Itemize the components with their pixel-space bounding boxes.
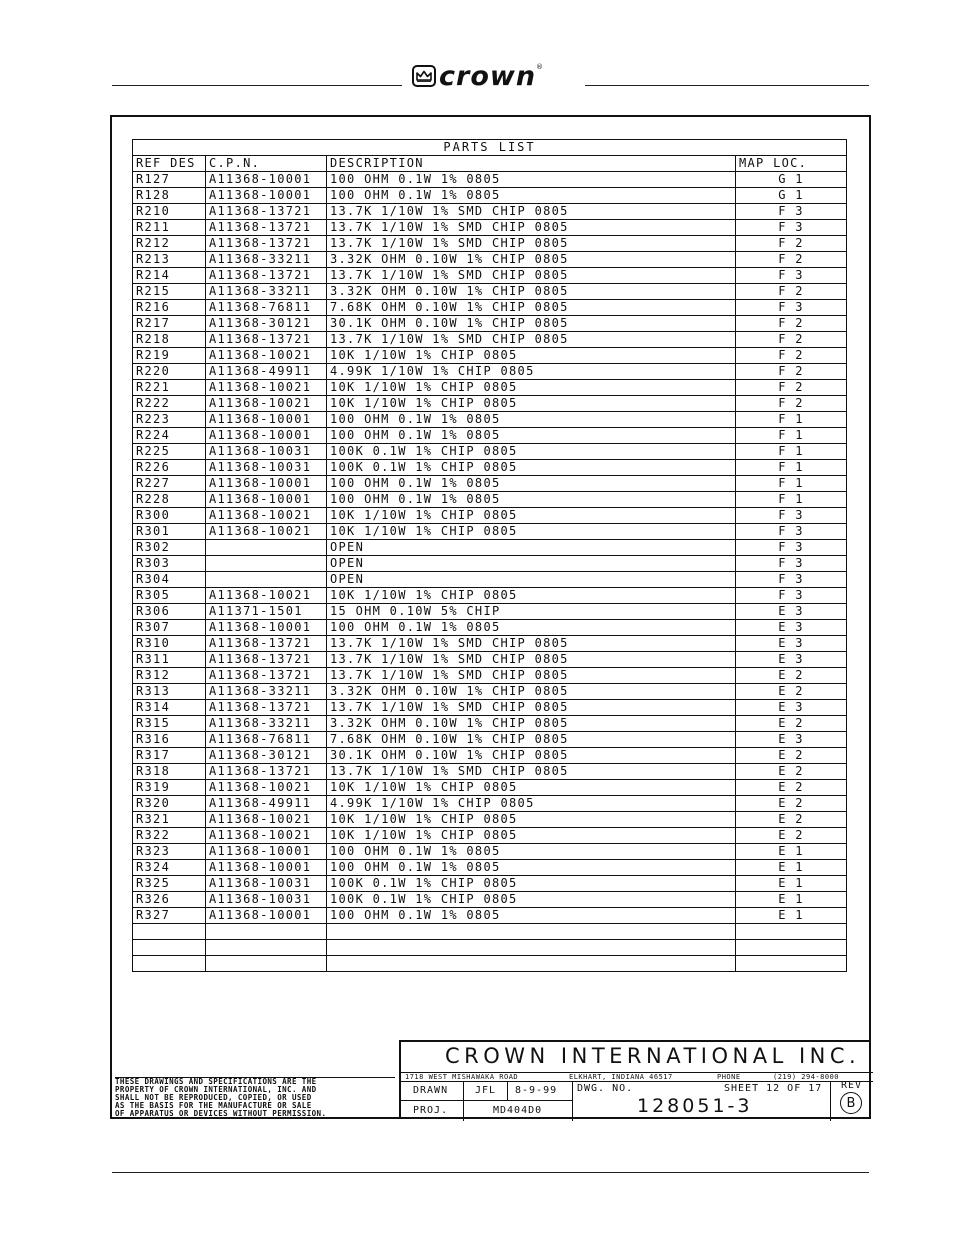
cell-cpn: A11368-13721 bbox=[206, 220, 327, 236]
table-row bbox=[133, 364, 847, 380]
cell-map-loc: G 1 bbox=[736, 172, 847, 188]
cell-cpn: A11368-10001 bbox=[206, 412, 327, 428]
cell-description: 100K 0.1W 1% CHIP 0805 bbox=[327, 444, 736, 460]
cell-ref-des: R312 bbox=[133, 668, 206, 684]
table-row bbox=[133, 268, 847, 284]
cell-ref-des: R212 bbox=[133, 236, 206, 252]
cell-map-loc: F 2 bbox=[736, 332, 847, 348]
cell-ref-des: R228 bbox=[133, 492, 206, 508]
cell-map-loc: F 3 bbox=[736, 268, 847, 284]
cell-description: 13.7K 1/10W 1% SMD CHIP 0805 bbox=[327, 236, 736, 252]
table-row bbox=[133, 956, 847, 972]
notice-line: THESE DRAWINGS AND SPECIFICATIONS ARE THE bbox=[115, 1077, 317, 1086]
company-phone: (219) 294-8000 bbox=[773, 1073, 840, 1081]
cell-map-loc: G 1 bbox=[736, 188, 847, 204]
table-row bbox=[133, 652, 847, 668]
cell-cpn: A11368-10001 bbox=[206, 428, 327, 444]
cell-cpn: A11368-10021 bbox=[206, 812, 327, 828]
cell-description: 3.32K OHM 0.10W 1% CHIP 0805 bbox=[327, 284, 736, 300]
cell-map-loc: F 3 bbox=[736, 508, 847, 524]
cell-ref-des bbox=[133, 940, 206, 956]
cell-ref-des: R305 bbox=[133, 588, 206, 604]
cell-cpn: A11368-10021 bbox=[206, 348, 327, 364]
cell-description: OPEN bbox=[327, 572, 736, 588]
revision-badge bbox=[840, 1092, 862, 1114]
cell-cpn: A11368-13721 bbox=[206, 764, 327, 780]
cell-description: 100 OHM 0.1W 1% 0805 bbox=[327, 188, 736, 204]
header-rule-left bbox=[112, 85, 402, 86]
cell-map-loc: F 1 bbox=[736, 428, 847, 444]
parts-list-title: PARTS LIST bbox=[133, 140, 847, 156]
cell-map-loc bbox=[736, 924, 847, 940]
cell-cpn: A11368-10021 bbox=[206, 508, 327, 524]
cell-ref-des: R301 bbox=[133, 524, 206, 540]
cell-ref-des: R307 bbox=[133, 620, 206, 636]
phone-label: PHONE bbox=[717, 1073, 741, 1081]
crown-logo bbox=[412, 60, 582, 92]
table-row bbox=[133, 572, 847, 588]
cell-map-loc: E 2 bbox=[736, 684, 847, 700]
notice-line: AS THE BASIS FOR THE MANUFACTURE OR SALE bbox=[115, 1101, 312, 1110]
cell-map-loc bbox=[736, 956, 847, 972]
table-row bbox=[133, 508, 847, 524]
cell-cpn: A11368-13721 bbox=[206, 652, 327, 668]
cell-description: 100 OHM 0.1W 1% 0805 bbox=[327, 844, 736, 860]
notice-line: SHALL NOT BE REPRODUCED, COPIED, OR USED bbox=[115, 1093, 312, 1102]
cell-map-loc: F 1 bbox=[736, 444, 847, 460]
company-name: CROWN INTERNATIONAL INC. bbox=[445, 1044, 861, 1068]
cell-description: 10K 1/10W 1% CHIP 0805 bbox=[327, 828, 736, 844]
cell-map-loc: F 2 bbox=[736, 316, 847, 332]
cell-ref-des: R216 bbox=[133, 300, 206, 316]
cell-ref-des: R220 bbox=[133, 364, 206, 380]
cell-description: 100K 0.1W 1% CHIP 0805 bbox=[327, 892, 736, 908]
cell-description: 100K 0.1W 1% CHIP 0805 bbox=[327, 460, 736, 476]
cell-ref-des: R326 bbox=[133, 892, 206, 908]
brand-name: crown bbox=[439, 60, 537, 92]
cell-ref-des: R300 bbox=[133, 508, 206, 524]
title-block bbox=[399, 1040, 871, 1119]
table-row bbox=[133, 332, 847, 348]
registered-mark: ® bbox=[536, 63, 544, 71]
table-row bbox=[133, 252, 847, 268]
cell-ref-des: R319 bbox=[133, 780, 206, 796]
cell-cpn: A11368-49911 bbox=[206, 364, 327, 380]
cell-map-loc: E 2 bbox=[736, 748, 847, 764]
cell-cpn: A11371-1501 bbox=[206, 604, 327, 620]
cell-cpn: A11368-13721 bbox=[206, 332, 327, 348]
table-row bbox=[133, 716, 847, 732]
cell-description: 13.7K 1/10W 1% SMD CHIP 0805 bbox=[327, 700, 736, 716]
cell-description: 100 OHM 0.1W 1% 0805 bbox=[327, 492, 736, 508]
cell-cpn: A11368-10021 bbox=[206, 588, 327, 604]
cell-cpn: A11368-33211 bbox=[206, 252, 327, 268]
table-row bbox=[133, 380, 847, 396]
cell-description: 13.7K 1/10W 1% SMD CHIP 0805 bbox=[327, 220, 736, 236]
cell-description: 100 OHM 0.1W 1% 0805 bbox=[327, 476, 736, 492]
cell-description: 100K 0.1W 1% CHIP 0805 bbox=[327, 876, 736, 892]
cell-ref-des: R311 bbox=[133, 652, 206, 668]
cell-ref-des: R304 bbox=[133, 572, 206, 588]
cell-cpn: A11368-10001 bbox=[206, 492, 327, 508]
cell-cpn: A11368-10021 bbox=[206, 524, 327, 540]
cell-description: 13.7K 1/10W 1% SMD CHIP 0805 bbox=[327, 204, 736, 220]
cell-map-loc: E 2 bbox=[736, 668, 847, 684]
cell-description: 13.7K 1/10W 1% SMD CHIP 0805 bbox=[327, 668, 736, 684]
rev-label: REV bbox=[841, 1080, 863, 1091]
cell-cpn: A11368-76811 bbox=[206, 300, 327, 316]
proj-label: PROJ. bbox=[413, 1105, 449, 1116]
cell-map-loc: E 1 bbox=[736, 908, 847, 924]
table-row bbox=[133, 236, 847, 252]
column-header-ref-des: REF DES bbox=[133, 156, 206, 172]
cell-ref-des: R327 bbox=[133, 908, 206, 924]
cell-cpn bbox=[206, 924, 327, 940]
table-row bbox=[133, 828, 847, 844]
cell-cpn bbox=[206, 940, 327, 956]
cell-map-loc: F 2 bbox=[736, 364, 847, 380]
table-row bbox=[133, 428, 847, 444]
cell-cpn: A11368-10001 bbox=[206, 908, 327, 924]
cell-map-loc bbox=[736, 940, 847, 956]
table-row bbox=[133, 348, 847, 364]
cell-description: 15 OHM 0.10W 5% CHIP bbox=[327, 604, 736, 620]
column-header-map-loc: MAP LOC. bbox=[736, 156, 847, 172]
table-row bbox=[133, 588, 847, 604]
cell-map-loc: E 1 bbox=[736, 892, 847, 908]
cell-map-loc: F 2 bbox=[736, 252, 847, 268]
table-row bbox=[133, 636, 847, 652]
cell-map-loc: F 2 bbox=[736, 348, 847, 364]
table-row bbox=[133, 908, 847, 924]
cell-description: 10K 1/10W 1% CHIP 0805 bbox=[327, 524, 736, 540]
cell-cpn: A11368-13721 bbox=[206, 700, 327, 716]
cell-ref-des: R325 bbox=[133, 876, 206, 892]
cell-description: 10K 1/10W 1% CHIP 0805 bbox=[327, 588, 736, 604]
cell-description bbox=[327, 956, 736, 972]
cell-ref-des: R219 bbox=[133, 348, 206, 364]
cell-map-loc: F 3 bbox=[736, 540, 847, 556]
cell-description bbox=[327, 940, 736, 956]
table-row bbox=[133, 700, 847, 716]
cell-ref-des: R315 bbox=[133, 716, 206, 732]
cell-map-loc: F 1 bbox=[736, 476, 847, 492]
cell-cpn: A11368-10001 bbox=[206, 620, 327, 636]
cell-map-loc: F 2 bbox=[736, 284, 847, 300]
cell-description: 3.32K OHM 0.10W 1% CHIP 0805 bbox=[327, 716, 736, 732]
cell-cpn: A11368-10031 bbox=[206, 892, 327, 908]
cell-map-loc: E 2 bbox=[736, 812, 847, 828]
table-row bbox=[133, 604, 847, 620]
table-row bbox=[133, 764, 847, 780]
table-row bbox=[133, 412, 847, 428]
table-row bbox=[133, 684, 847, 700]
cell-cpn bbox=[206, 540, 327, 556]
cell-ref-des: R306 bbox=[133, 604, 206, 620]
header-rule-right bbox=[585, 85, 869, 86]
cell-description: 3.32K OHM 0.10W 1% CHIP 0805 bbox=[327, 252, 736, 268]
cell-cpn bbox=[206, 556, 327, 572]
cell-description: 13.7K 1/10W 1% SMD CHIP 0805 bbox=[327, 652, 736, 668]
cell-map-loc: E 2 bbox=[736, 764, 847, 780]
cell-ref-des: R225 bbox=[133, 444, 206, 460]
cell-description: 30.1K OHM 0.10W 1% CHIP 0805 bbox=[327, 316, 736, 332]
table-row bbox=[133, 892, 847, 908]
table-row bbox=[133, 460, 847, 476]
cell-cpn: A11368-49911 bbox=[206, 796, 327, 812]
cell-ref-des: R323 bbox=[133, 844, 206, 860]
column-header-cpn: C.P.N. bbox=[206, 156, 327, 172]
footer-rule bbox=[112, 1172, 869, 1173]
table-row bbox=[133, 172, 847, 188]
drawn-date: 8-9-99 bbox=[515, 1085, 558, 1096]
cell-description: 13.7K 1/10W 1% SMD CHIP 0805 bbox=[327, 636, 736, 652]
cell-ref-des: R324 bbox=[133, 860, 206, 876]
cell-cpn: A11368-33211 bbox=[206, 716, 327, 732]
company-city: ELKHART, INDIANA 46517 bbox=[569, 1073, 673, 1081]
cell-cpn: A11368-10031 bbox=[206, 444, 327, 460]
table-row bbox=[133, 476, 847, 492]
cell-cpn: A11368-10001 bbox=[206, 860, 327, 876]
cell-ref-des: R210 bbox=[133, 204, 206, 220]
cell-description: 10K 1/10W 1% CHIP 0805 bbox=[327, 396, 736, 412]
cell-ref-des: R221 bbox=[133, 380, 206, 396]
table-row bbox=[133, 492, 847, 508]
cell-cpn: A11368-10031 bbox=[206, 460, 327, 476]
cell-ref-des: R317 bbox=[133, 748, 206, 764]
table-row bbox=[133, 876, 847, 892]
cell-description: 10K 1/10W 1% CHIP 0805 bbox=[327, 780, 736, 796]
cell-cpn: A11368-10021 bbox=[206, 828, 327, 844]
cell-cpn: A11368-33211 bbox=[206, 684, 327, 700]
cell-map-loc: E 2 bbox=[736, 716, 847, 732]
cell-map-loc: F 2 bbox=[736, 236, 847, 252]
cell-description: OPEN bbox=[327, 540, 736, 556]
table-row bbox=[133, 860, 847, 876]
cell-ref-des bbox=[133, 924, 206, 940]
cell-ref-des: R218 bbox=[133, 332, 206, 348]
table-row bbox=[133, 540, 847, 556]
cell-map-loc: F 1 bbox=[736, 412, 847, 428]
cell-map-loc: E 3 bbox=[736, 700, 847, 716]
cell-description: OPEN bbox=[327, 556, 736, 572]
drawn-by: JFL bbox=[475, 1085, 497, 1096]
cell-map-loc: F 1 bbox=[736, 492, 847, 508]
column-header-description: DESCRIPTION bbox=[327, 156, 736, 172]
table-row bbox=[133, 844, 847, 860]
table-title-row bbox=[133, 140, 847, 156]
cell-cpn: A11368-13721 bbox=[206, 668, 327, 684]
cell-ref-des: R313 bbox=[133, 684, 206, 700]
cell-ref-des: R318 bbox=[133, 764, 206, 780]
cell-map-loc: E 2 bbox=[736, 828, 847, 844]
crown-icon bbox=[412, 65, 436, 87]
cell-map-loc: F 3 bbox=[736, 572, 847, 588]
cell-ref-des: R316 bbox=[133, 732, 206, 748]
cell-description: 7.68K OHM 0.10W 1% CHIP 0805 bbox=[327, 732, 736, 748]
cell-cpn: A11368-30121 bbox=[206, 748, 327, 764]
cell-cpn: A11368-33211 bbox=[206, 284, 327, 300]
cell-ref-des: R128 bbox=[133, 188, 206, 204]
cell-map-loc: E 3 bbox=[736, 652, 847, 668]
cell-map-loc: E 3 bbox=[736, 636, 847, 652]
cell-map-loc: F 3 bbox=[736, 588, 847, 604]
table-row bbox=[133, 748, 847, 764]
cell-cpn: A11368-10021 bbox=[206, 396, 327, 412]
table-row bbox=[133, 924, 847, 940]
cell-map-loc: E 1 bbox=[736, 876, 847, 892]
cell-map-loc: F 2 bbox=[736, 396, 847, 412]
cell-cpn: A11368-13721 bbox=[206, 636, 327, 652]
table-row bbox=[133, 780, 847, 796]
cell-cpn: A11368-30121 bbox=[206, 316, 327, 332]
cell-description: 4.99K 1/10W 1% CHIP 0805 bbox=[327, 364, 736, 380]
cell-map-loc: F 3 bbox=[736, 556, 847, 572]
cell-ref-des: R302 bbox=[133, 540, 206, 556]
cell-map-loc: F 3 bbox=[736, 300, 847, 316]
cell-map-loc: F 2 bbox=[736, 380, 847, 396]
cell-ref-des: R320 bbox=[133, 796, 206, 812]
cell-map-loc: F 3 bbox=[736, 220, 847, 236]
notice-line: PROPERTY OF CROWN INTERNATIONAL, INC. AND bbox=[115, 1085, 317, 1094]
cell-ref-des: R310 bbox=[133, 636, 206, 652]
cell-description: 13.7K 1/10W 1% SMD CHIP 0805 bbox=[327, 764, 736, 780]
cell-cpn: A11368-10001 bbox=[206, 476, 327, 492]
cell-description: 13.7K 1/10W 1% SMD CHIP 0805 bbox=[327, 268, 736, 284]
cell-description: 10K 1/10W 1% CHIP 0805 bbox=[327, 380, 736, 396]
cell-cpn: A11368-10001 bbox=[206, 172, 327, 188]
table-row bbox=[133, 316, 847, 332]
table-row bbox=[133, 524, 847, 540]
cell-map-loc: E 3 bbox=[736, 732, 847, 748]
table-row bbox=[133, 188, 847, 204]
cell-cpn: A11368-13721 bbox=[206, 204, 327, 220]
cell-map-loc: E 2 bbox=[736, 780, 847, 796]
table-row bbox=[133, 284, 847, 300]
cell-ref-des: R127 bbox=[133, 172, 206, 188]
table-row bbox=[133, 220, 847, 236]
table-row bbox=[133, 204, 847, 220]
drawn-label: DRAWN bbox=[413, 1085, 449, 1096]
cell-map-loc: F 1 bbox=[736, 460, 847, 476]
cell-description: 30.1K OHM 0.10W 1% CHIP 0805 bbox=[327, 748, 736, 764]
cell-ref-des: R224 bbox=[133, 428, 206, 444]
cell-description: 13.7K 1/10W 1% SMD CHIP 0805 bbox=[327, 332, 736, 348]
cell-cpn: A11368-10031 bbox=[206, 876, 327, 892]
table-row bbox=[133, 796, 847, 812]
table-row bbox=[133, 396, 847, 412]
cell-cpn: A11368-10021 bbox=[206, 780, 327, 796]
cell-map-loc: E 2 bbox=[736, 796, 847, 812]
company-address: 1718 WEST MISHAWAKA ROAD bbox=[405, 1073, 519, 1081]
cell-ref-des: R322 bbox=[133, 828, 206, 844]
table-row bbox=[133, 620, 847, 636]
cell-description: 100 OHM 0.1W 1% 0805 bbox=[327, 860, 736, 876]
cell-cpn bbox=[206, 956, 327, 972]
cell-ref-des: R211 bbox=[133, 220, 206, 236]
cell-ref-des: R214 bbox=[133, 268, 206, 284]
cell-ref-des bbox=[133, 956, 206, 972]
cell-description: 100 OHM 0.1W 1% 0805 bbox=[327, 412, 736, 428]
cell-map-loc: F 3 bbox=[736, 204, 847, 220]
project-code: MD404D0 bbox=[493, 1105, 543, 1116]
table-row bbox=[133, 444, 847, 460]
cell-cpn: A11368-10001 bbox=[206, 188, 327, 204]
cell-cpn: A11368-13721 bbox=[206, 268, 327, 284]
cell-ref-des: R213 bbox=[133, 252, 206, 268]
cell-map-loc: E 1 bbox=[736, 844, 847, 860]
cell-map-loc: E 1 bbox=[736, 860, 847, 876]
table-row bbox=[133, 812, 847, 828]
dwg-no-label: DWG. NO. bbox=[577, 1083, 634, 1094]
cell-ref-des: R222 bbox=[133, 396, 206, 412]
copyright-notice bbox=[115, 1077, 395, 1118]
cell-description: 10K 1/10W 1% CHIP 0805 bbox=[327, 812, 736, 828]
cell-description: 4.99K 1/10W 1% CHIP 0805 bbox=[327, 796, 736, 812]
cell-map-loc: E 3 bbox=[736, 620, 847, 636]
cell-ref-des: R215 bbox=[133, 284, 206, 300]
cell-description: 100 OHM 0.1W 1% 0805 bbox=[327, 172, 736, 188]
notice-line: OF APPARATUS OR DEVICES WITHOUT PERMISSION. bbox=[115, 1109, 327, 1118]
cell-description: 100 OHM 0.1W 1% 0805 bbox=[327, 908, 736, 924]
sheet-number: SHEET 12 OF 17 bbox=[724, 1083, 823, 1094]
cell-ref-des: R217 bbox=[133, 316, 206, 332]
table-row bbox=[133, 668, 847, 684]
table-row bbox=[133, 940, 847, 956]
cell-ref-des: R223 bbox=[133, 412, 206, 428]
cell-description: 100 OHM 0.1W 1% 0805 bbox=[327, 620, 736, 636]
table-row bbox=[133, 556, 847, 572]
cell-description: 100 OHM 0.1W 1% 0805 bbox=[327, 428, 736, 444]
table-row bbox=[133, 732, 847, 748]
cell-cpn: A11368-10021 bbox=[206, 380, 327, 396]
cell-ref-des: R321 bbox=[133, 812, 206, 828]
cell-cpn bbox=[206, 572, 327, 588]
cell-description: 10K 1/10W 1% CHIP 0805 bbox=[327, 348, 736, 364]
drawing-number: 128051-3 bbox=[637, 1095, 753, 1117]
cell-ref-des: R227 bbox=[133, 476, 206, 492]
revision-letter: B bbox=[846, 1095, 856, 1111]
cell-map-loc: F 3 bbox=[736, 524, 847, 540]
table-row bbox=[133, 300, 847, 316]
cell-ref-des: R314 bbox=[133, 700, 206, 716]
cell-description bbox=[327, 924, 736, 940]
cell-description: 7.68K OHM 0.10W 1% CHIP 0805 bbox=[327, 300, 736, 316]
cell-map-loc: E 3 bbox=[736, 604, 847, 620]
cell-description: 10K 1/10W 1% CHIP 0805 bbox=[327, 508, 736, 524]
cell-ref-des: R303 bbox=[133, 556, 206, 572]
table-header-row bbox=[133, 156, 847, 172]
cell-cpn: A11368-10001 bbox=[206, 844, 327, 860]
cell-description: 3.32K OHM 0.10W 1% CHIP 0805 bbox=[327, 684, 736, 700]
parts-list-table bbox=[132, 139, 847, 972]
cell-ref-des: R226 bbox=[133, 460, 206, 476]
cell-cpn: A11368-13721 bbox=[206, 236, 327, 252]
cell-cpn: A11368-76811 bbox=[206, 732, 327, 748]
